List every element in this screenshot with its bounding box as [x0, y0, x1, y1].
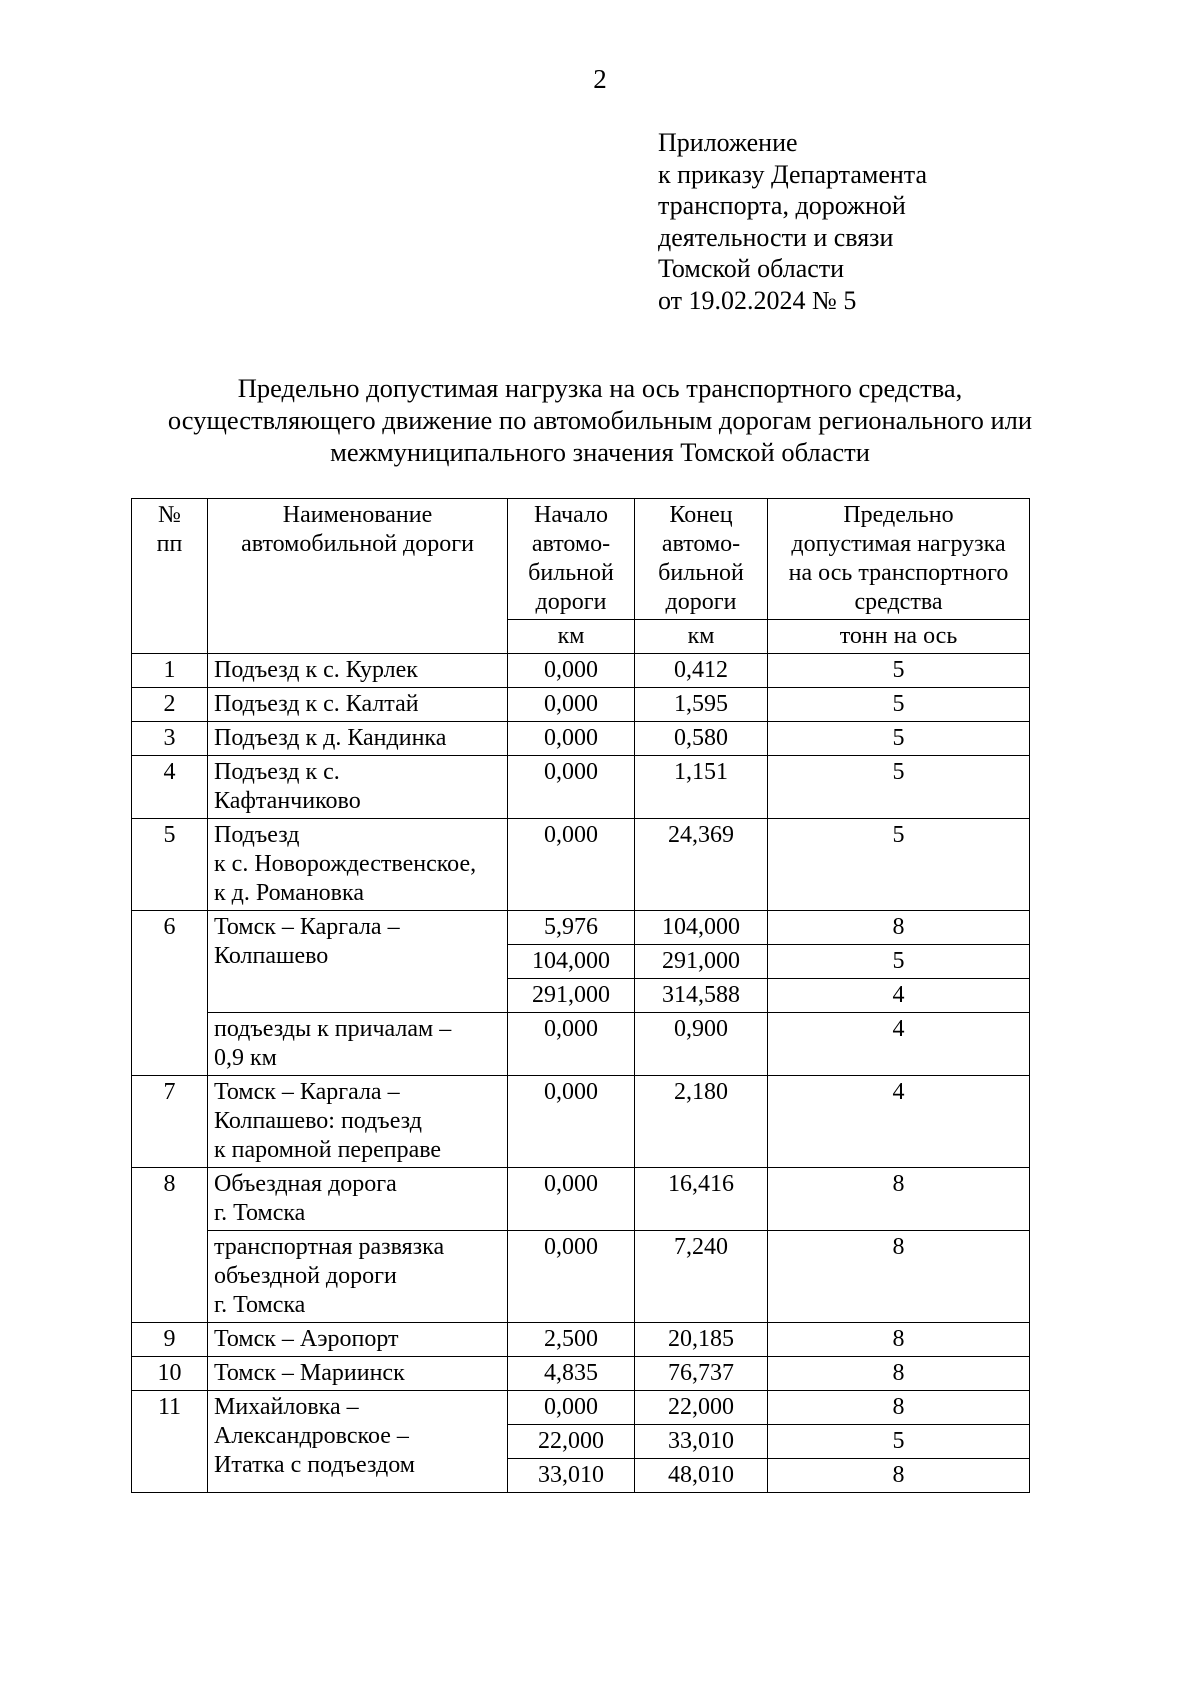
- cell-end-km: 314,588: [635, 979, 768, 1013]
- appendix-reference-block: [658, 127, 1200, 316]
- road-name-line: к д. Романовка: [214, 880, 364, 906]
- cell-row-number: 4: [132, 756, 208, 819]
- cell-start-km: 0,000: [508, 1076, 635, 1168]
- cell-road-name: [208, 756, 508, 819]
- cell-axle-load: 8: [768, 911, 1030, 945]
- cell-road-name: [208, 1168, 508, 1231]
- cell-end-km: 0,412: [635, 654, 768, 688]
- table-row-sub: [132, 1013, 1030, 1076]
- road-name-line: Объездная дорога: [214, 1171, 397, 1197]
- appendix-line-5: Томской области: [658, 254, 845, 283]
- header-road-start-line-4: дороги: [535, 589, 607, 615]
- cell-end-km: 16,416: [635, 1168, 768, 1231]
- cell-end-km: 76,737: [635, 1357, 768, 1391]
- header-number-line-2: пп: [156, 531, 183, 557]
- road-name-line: Подъезд к с. Калтай: [214, 691, 419, 717]
- road-name-line: к с. Новорождественское,: [214, 851, 477, 877]
- header-road-start-line-2: автомо-: [531, 531, 611, 557]
- cell-start-km: 0,000: [508, 1168, 635, 1231]
- table-row: [132, 688, 1030, 722]
- units-start: км: [508, 620, 635, 654]
- table-row: [132, 722, 1030, 756]
- road-name-line: подъезды к причалам –: [214, 1016, 452, 1042]
- header-max-axle-load-line-1: Предельно: [843, 502, 954, 528]
- header-road-end-line-2: автомо-: [661, 531, 741, 557]
- cell-end-km: 7,240: [635, 1231, 768, 1323]
- cell-row-number: 2: [132, 688, 208, 722]
- cell-start-km: 0,000: [508, 688, 635, 722]
- header-max-axle-load-line-2: допустимая нагрузка: [791, 531, 1006, 557]
- road-name-line: Томск – Каргала –: [214, 1079, 400, 1105]
- header-road-end-line-1: Конец: [669, 502, 733, 528]
- table-row: [132, 819, 1030, 911]
- cell-end-km: 0,580: [635, 722, 768, 756]
- cell-axle-load: 5: [768, 819, 1030, 911]
- cell-end-km: 0,900: [635, 1013, 768, 1076]
- cell-road-name: [208, 654, 508, 688]
- cell-start-km: 5,976: [508, 911, 635, 945]
- cell-axle-load: 4: [768, 1013, 1030, 1076]
- appendix-line-6: от 19.02.2024 № 5: [658, 285, 857, 315]
- cell-road-name-sub: [208, 1231, 508, 1323]
- road-name-line: Михайловка –: [214, 1394, 359, 1420]
- cell-axle-load: 4: [768, 1076, 1030, 1168]
- cell-end-km: 22,000: [635, 1391, 768, 1425]
- header-road-name: [208, 499, 508, 654]
- road-name-line: Колпашево: подъезд: [214, 1108, 422, 1134]
- cell-road-name: [208, 819, 508, 911]
- road-name-line: Александровское –: [214, 1423, 409, 1449]
- units-load: тонн на ось: [768, 620, 1030, 654]
- cell-row-number: 1: [132, 654, 208, 688]
- table-row: [132, 911, 1030, 945]
- cell-end-km: 1,595: [635, 688, 768, 722]
- road-name-line: Кафтанчиково: [214, 788, 361, 814]
- cell-start-km: 33,010: [508, 1459, 635, 1493]
- cell-axle-load: 8: [768, 1168, 1030, 1231]
- cell-axle-load: 5: [768, 945, 1030, 979]
- cell-road-name: [208, 911, 508, 1013]
- cell-row-number: 5: [132, 819, 208, 911]
- appendix-line-2: к приказу Департамента: [658, 159, 928, 189]
- cell-start-km: 0,000: [508, 1391, 635, 1425]
- cell-end-km: 48,010: [635, 1459, 768, 1493]
- table-row: [132, 1357, 1030, 1391]
- cell-end-km: 291,000: [635, 945, 768, 979]
- appendix-line-3: транспорта, дорожной: [658, 191, 906, 220]
- cell-start-km: 22,000: [508, 1425, 635, 1459]
- road-name-line: Томск – Мариинск: [214, 1360, 405, 1386]
- cell-road-name: [208, 1323, 508, 1357]
- cell-end-km: 33,010: [635, 1425, 768, 1459]
- cell-axle-load: 8: [768, 1231, 1030, 1323]
- cell-axle-load: 4: [768, 979, 1030, 1013]
- cell-road-name: [208, 1391, 508, 1493]
- road-name-line: к паромной переправе: [214, 1137, 442, 1163]
- road-name-line: объездной дороги: [214, 1263, 397, 1289]
- table-header-row: [132, 499, 1030, 620]
- table-row: [132, 1323, 1030, 1357]
- header-road-end-line-4: дороги: [665, 589, 737, 615]
- table-row: [132, 654, 1030, 688]
- cell-start-km: 0,000: [508, 756, 635, 819]
- appendix-line-1: Приложение: [658, 128, 798, 157]
- cell-end-km: 20,185: [635, 1323, 768, 1357]
- document-title-line-3: межмуниципального значения Томской области: [330, 437, 870, 467]
- cell-start-km: 0,000: [508, 819, 635, 911]
- document-title-line-2: осуществляющего движение по автомобильным дорогам регионального или: [167, 405, 1033, 435]
- cell-start-km: 291,000: [508, 979, 635, 1013]
- road-name-line: Итатка с подъездом: [214, 1452, 415, 1478]
- cell-start-km: 0,000: [508, 722, 635, 756]
- cell-end-km: 24,369: [635, 819, 768, 911]
- road-name-line: Подъезд к с.: [214, 759, 340, 785]
- cell-start-km: 2,500: [508, 1323, 635, 1357]
- cell-axle-load: 5: [768, 654, 1030, 688]
- cell-road-name: [208, 688, 508, 722]
- table-row: [132, 756, 1030, 819]
- appendix-line-4: деятельности и связи: [658, 222, 894, 252]
- cell-axle-load: 8: [768, 1459, 1030, 1493]
- cell-road-name: [208, 1076, 508, 1168]
- header-road-start-line-1: Начало: [534, 502, 608, 528]
- header-road-name-line-2: автомобильной дороги: [241, 531, 474, 557]
- road-name-line: 0,9 км: [214, 1045, 277, 1071]
- cell-start-km: 0,000: [508, 1231, 635, 1323]
- header-max-axle-load-line-3: на ось транспортного: [788, 560, 1009, 586]
- cell-row-number: 10: [132, 1357, 208, 1391]
- cell-start-km: 4,835: [508, 1357, 635, 1391]
- document-title-line-1: Предельно допустимая нагрузка на ось транспортного средства,: [237, 373, 963, 403]
- header-road-start: [508, 499, 635, 620]
- road-name-line: Подъезд к д. Кандинка: [214, 725, 447, 751]
- road-name-line: г. Томска: [214, 1200, 306, 1226]
- cell-row-number: 3: [132, 722, 208, 756]
- header-number: [132, 499, 208, 654]
- road-name-line: транспортная развязка: [214, 1234, 445, 1260]
- cell-start-km: 0,000: [508, 654, 635, 688]
- page-number: 2: [593, 64, 607, 94]
- cell-row-number: 9: [132, 1323, 208, 1357]
- cell-end-km: 1,151: [635, 756, 768, 819]
- table-row: [132, 1391, 1030, 1425]
- road-name-line: Колпашево: [214, 943, 329, 969]
- cell-axle-load: 5: [768, 688, 1030, 722]
- cell-row-number: 11: [132, 1391, 208, 1493]
- road-name-line: Томск – Аэропорт: [214, 1326, 399, 1352]
- table-row: [132, 1076, 1030, 1168]
- cell-row-number: 7: [132, 1076, 208, 1168]
- cell-axle-load: 5: [768, 722, 1030, 756]
- cell-road-name-sub: [208, 1013, 508, 1076]
- cell-row-number: 6: [132, 911, 208, 1076]
- cell-axle-load: 8: [768, 1357, 1030, 1391]
- cell-start-km: 104,000: [508, 945, 635, 979]
- table-header: [132, 499, 1030, 654]
- cell-axle-load: 8: [768, 1391, 1030, 1425]
- cell-road-name: [208, 1357, 508, 1391]
- table-row: [132, 1168, 1030, 1231]
- cell-axle-load: 5: [768, 756, 1030, 819]
- cell-axle-load: 8: [768, 1323, 1030, 1357]
- cell-start-km: 0,000: [508, 1013, 635, 1076]
- road-name-line: Подъезд к с. Курлек: [214, 657, 418, 683]
- header-max-axle-load-line-4: средства: [854, 589, 943, 615]
- cell-road-name: [208, 722, 508, 756]
- cell-axle-load: 5: [768, 1425, 1030, 1459]
- road-name-line: г. Томска: [214, 1292, 306, 1318]
- header-road-end: [635, 499, 768, 620]
- cell-end-km: 104,000: [635, 911, 768, 945]
- header-road-start-line-3: бильной: [528, 560, 614, 586]
- cell-row-number: 8: [132, 1168, 208, 1323]
- road-name-line: Томск – Каргала –: [214, 914, 400, 940]
- cell-end-km: 2,180: [635, 1076, 768, 1168]
- units-end: км: [635, 620, 768, 654]
- axle-load-table: [131, 498, 1030, 1493]
- document-title: [0, 372, 1200, 468]
- table-body: [132, 654, 1030, 1493]
- header-road-name-line-1: Наименование: [282, 502, 433, 528]
- table-row-sub: [132, 1231, 1030, 1323]
- header-road-end-line-3: бильной: [658, 560, 744, 586]
- header-number-line-1: №: [158, 502, 181, 528]
- road-name-line: Подъезд: [214, 822, 300, 848]
- table-container: [0, 498, 1200, 1493]
- header-max-axle-load: [768, 499, 1030, 620]
